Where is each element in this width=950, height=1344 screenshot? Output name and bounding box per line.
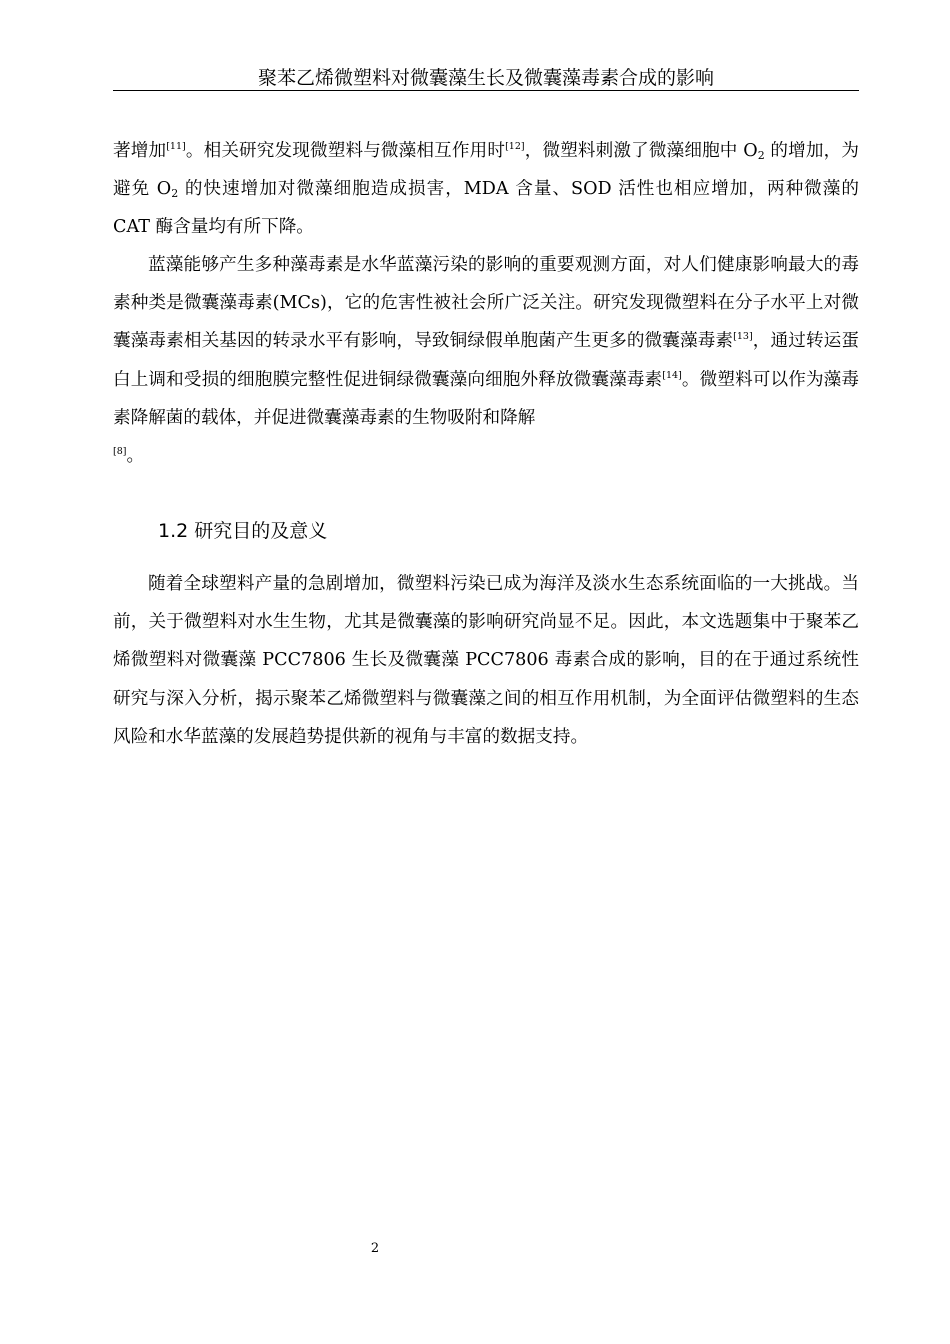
paragraph-2-text: 。 <box>126 446 145 467</box>
paragraph-2-text: 。微塑料可以作为藻毒素降解菌的载体，并促进微囊藻毒素的生物吸附和降解 <box>113 369 859 428</box>
paragraph-2-text: ，通过转运蛋白上调和受损的细胞膜完整性促进铜绿微囊藻向细胞外释放微囊藻毒素 <box>113 331 859 390</box>
paragraph-1-text: 的快速增加对微藻细胞造成损害，MDA 含量、SOD 活性也相应增加，两种微藻的 CAT 酶含量均有所下降。 <box>113 179 859 238</box>
running-header-title: 聚苯乙烯微塑料对微囊藻生长及微囊藻毒素合成的影响 <box>257 67 714 89</box>
citation-11: [11] <box>166 141 186 152</box>
paragraph-2-text: 蓝藻能够产生多种藻毒素是水华蓝藻污染的影响的重要观测方面，对人们健康影响最大的毒素种类是微囊藻毒素(MCs)，它的危害性被社会所广泛关注。研究发现微塑料在分子水平上对微囊藻毒素相关基因的转录水平有影响，导致铜绿假单胞菌产生更多的微囊藻毒素 <box>113 255 859 352</box>
page-number: 2 <box>370 1241 380 1256</box>
paragraph-1 <box>113 132 859 247</box>
paragraph-1-text: 著增加 <box>113 141 167 161</box>
subscript-2: 2 <box>757 149 765 162</box>
paragraph-3: 随着全球塑料产量的急剧增加，微塑料污染已成为海洋及淡水生态系统面临的一大挑战。当前，关于微塑料对水生生物，尤其是微囊藻的影响研究尚显不足。因此，本文选题集中于聚苯乙烯微塑料对微囊藻 PCC7806 生长及微囊藻 PCC7806 毒素合成的影响，目的在于通过系统性研究与深入分析，揭示聚苯乙烯微塑料与微囊藻之间的相互作用机制，为全面评估微塑料的生态风险和水华蓝藻的发展趋势提供新的视角与丰富的数据支持。 <box>113 574 859 747</box>
paragraph-1-text: 的增加，为避免 O <box>113 141 859 200</box>
paragraph-1-text: 。相关研究发现微塑料与微藻相互作用时 <box>185 141 506 161</box>
citation-8: [8] <box>113 446 127 458</box>
paragraph-1-text: ，微塑料刺激了微藻细胞中 O <box>524 141 758 161</box>
citation-14: [14] <box>662 369 682 381</box>
paragraph-2 <box>113 246 859 475</box>
citation-13: [13] <box>733 331 753 343</box>
header-rule <box>113 90 859 91</box>
citation-12: [12] <box>505 141 525 152</box>
section-heading: 1.2 研究目的及意义 <box>158 520 328 542</box>
subscript-2: 2 <box>171 187 179 201</box>
